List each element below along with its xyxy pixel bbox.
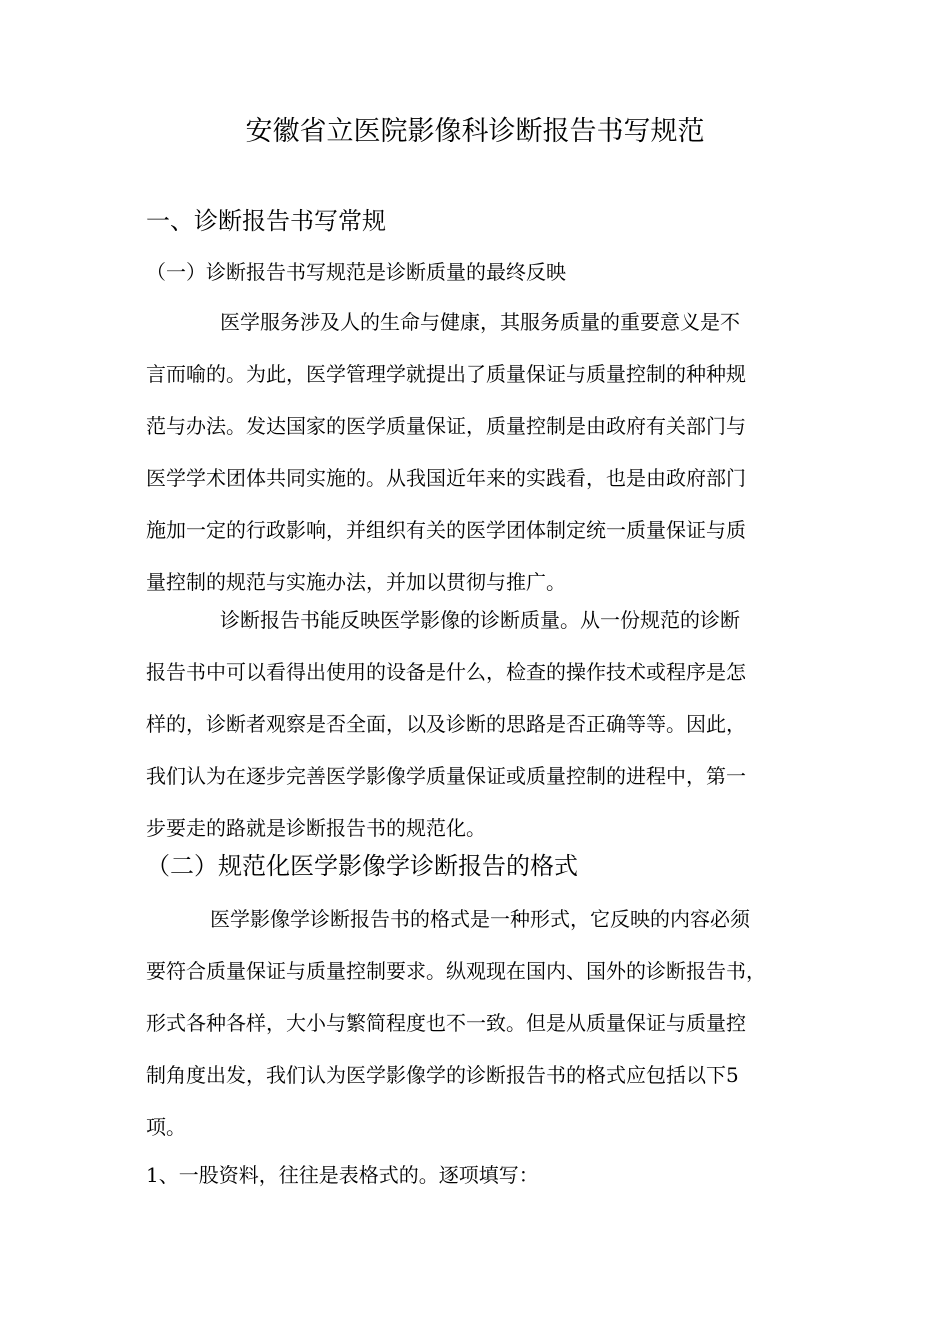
paragraph-line: 言而喻的。为此，医学管理学就提出了质量保证与质量控制的种种规 <box>146 362 746 386</box>
paragraph-line: 制角度出发，我们认为医学影像学的诊断报告书的格式应包括以下5 <box>146 1063 739 1087</box>
paragraph-line: 形式各种各样，大小与繁简程度也不一致。但是从质量保证与质量控 <box>146 1011 746 1035</box>
paragraph-line: 要符合质量保证与质量控制要求。纵观现在国内、国外的诊断报告书， <box>146 959 766 983</box>
paragraph-line: 样的，诊断者观察是否全面，以及诊断的思路是否正确等等。因此， <box>146 712 746 736</box>
paragraph-line: 施加一定的行政影响，并组织有关的医学团体制定统一质量保证与质 <box>146 518 746 542</box>
paragraph-line: 医学学术团体共同实施的。从我国近年来的实践看，也是由政府部门 <box>146 466 746 490</box>
paragraph-line: 项。 <box>146 1115 186 1139</box>
section-heading-1: 一、诊断报告书写常规 <box>146 207 386 235</box>
paragraph-line: 范与办法。发达国家的医学质量保证，质量控制是由政府有关部门与 <box>146 414 746 438</box>
paragraph-line: 量控制的规范与实施办法，并加以贯彻与推广。 <box>146 570 566 594</box>
paragraph-1 <box>146 296 806 608</box>
list-item-1 <box>146 1149 806 1201</box>
paragraph-line: 医学服务涉及人的生命与健康，其服务质量的重要意义是不 <box>220 310 740 334</box>
subsection-heading-2: （二）规范化医学影像学诊断报告的格式 <box>146 852 578 880</box>
paragraph-3 <box>146 893 806 1153</box>
document-title: 安徽省立医院影像科诊断报告书写规范 <box>245 116 705 147</box>
paragraph-line: 步要走的路就是诊断报告书的规范化。 <box>146 816 486 840</box>
paragraph-line: 诊断报告书能反映医学影像的诊断质量。从一份规范的诊断 <box>220 608 740 632</box>
paragraph-line: 报告书中可以看得出使用的设备是什么，检查的操作技术或程序是怎 <box>146 660 746 684</box>
list-item-text: 1、一股资料，往往是表格式的。逐项填写： <box>146 1163 539 1187</box>
paragraph-2 <box>146 594 806 854</box>
paragraph-line: 我们认为在逐步完善医学影像学质量保证或质量控制的进程中，第一 <box>146 764 746 788</box>
paragraph-line: 医学影像学诊断报告书的格式是一种形式，它反映的内容必须 <box>210 907 750 931</box>
subsection-heading-1: （一）诊断报告书写规范是诊断质量的最终反映 <box>146 260 566 284</box>
